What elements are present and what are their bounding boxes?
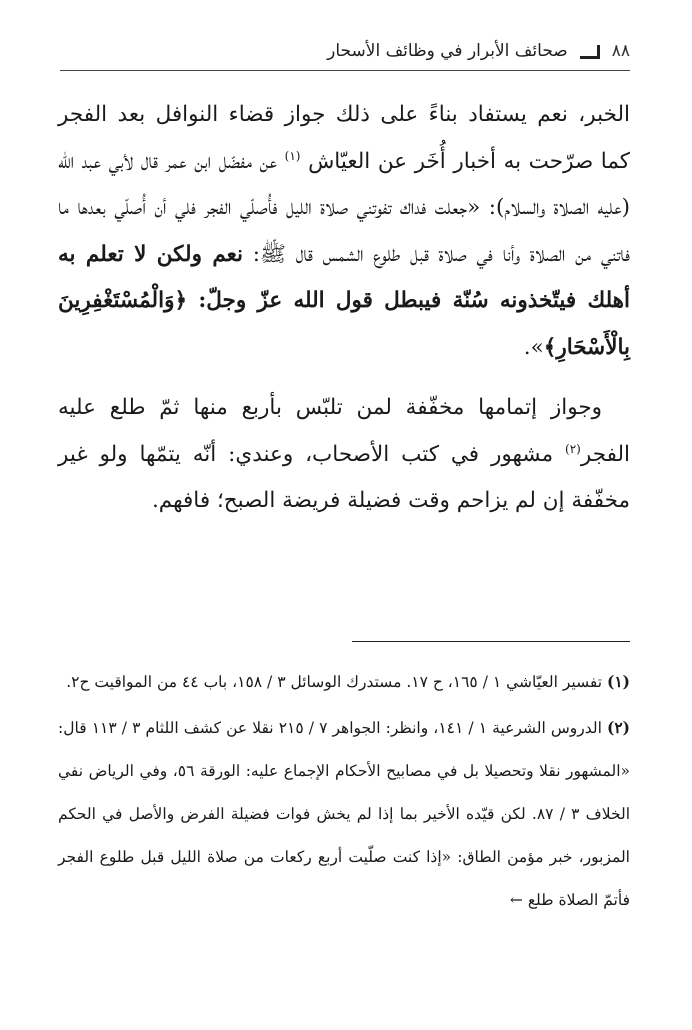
running-title: صحائف الأبرار في وظائف الأسحار	[327, 41, 568, 61]
continuation-arrow-icon: ←	[509, 891, 523, 909]
footnote-reference: (٢)	[565, 441, 581, 456]
footnote-number: (١)	[606, 672, 630, 691]
text-run: ».	[523, 334, 544, 360]
main-text	[58, 92, 630, 525]
header-rule	[60, 70, 630, 71]
footnotes	[58, 660, 630, 922]
text-run: وجواز إتمامها مخفّفة لمن تلبّس بأربع منها ثمّ طلع عليه الفجر	[58, 395, 630, 467]
paragraph	[58, 385, 630, 525]
paragraph	[58, 92, 630, 371]
footnote-reference: (١)	[284, 148, 301, 163]
footnote-text: الدروس الشرعية ١ / ١٤١، وانظر: الجواهر ٧ / ٢١٥ نقلا عن كشف اللثام ٣ / ١١٣ قال: «المشهور نقلا وتحصيلا بل في مصابيح الأحكام الإجماع عليه: الورقة ٥٦، وفي الرياض نفي الخلاف ٣ / ٨٧. لكن قيّده الأخير بما إذا لم يخش فوات فضيلة الفرض والأصل في الحكم المزبور، خبر مؤمن الطاق: «إذا كنت صلّيت أربع ركعات من صلاة الليل قبل طلوع الفجر فأتمّ الصلاة طلع	[58, 719, 631, 909]
text-run: عن مفضّل ابن عمر قال لأبي عبد الله (عليه الصلاة والسلام): «جعلت فداك تفوتني صلاة الليل فأُصلّي الفجر فلي أن أُصلّي بعدها ما فاتني من الصلاة وأنا في صلاة قبل طلوع الشمس قال ﷺ:	[58, 148, 630, 267]
header-bracket-mark	[580, 45, 600, 59]
footnote-separator	[352, 641, 630, 642]
footnote-number: (٢)	[606, 718, 630, 737]
text-run: مشهور في كتب الأصحاب، وعندي: أنّه يتمّها ولو غير مخفّفة إن لم يزاحم وقت فضيلة فريضة الصبح؛ فافهم.	[58, 441, 630, 513]
page-header	[60, 34, 630, 68]
footnote	[58, 660, 630, 704]
footnote	[58, 706, 630, 922]
footnote-text: تفسير العيّاشي ١ / ١٦٥، ح ١٧. مستدرك الوسائل ٣ / ١٥٨، باب ٤٤ من المواقيت ح٢.	[66, 673, 607, 691]
bold-quote: نعم ولكن لا تعلم به أهلك فيتّخذونه سُنّة فيبطل قول الله عزّ وجلّ: ﴿وَالْمُسْتَغْفِرِينَ بِالْأَسْحَارِ﴾	[58, 241, 630, 360]
text-run: الخبر، نعم يستفاد بناءً على ذلك جواز قضاء النوافل بعد الفجر كما صرّحت به أخبار أُخَر عن العيّاش	[58, 102, 630, 174]
page-number: ٨٨	[611, 41, 630, 61]
